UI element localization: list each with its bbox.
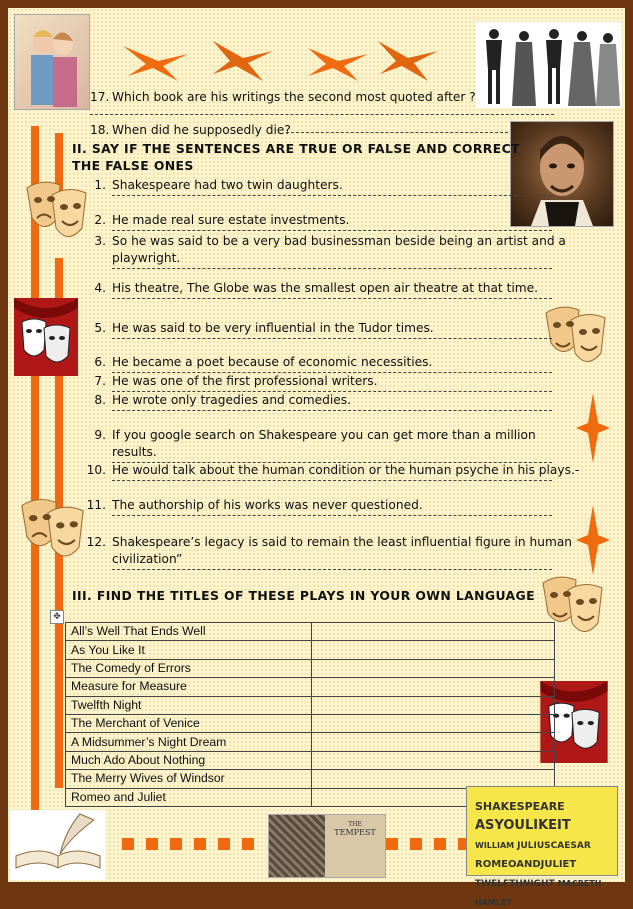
play-title-cell: As You Like It [66,641,312,659]
item-statement-cont: civilization” [112,552,183,566]
play-title-cell: Romeo and Juliet [66,788,312,806]
plays-table [65,622,555,807]
table-row [66,751,555,769]
theatre-masks-icon [22,173,92,248]
question-18-number: 18. [90,123,110,137]
decorative-stars [118,36,448,88]
play-title-cell: Measure for Measure [66,678,312,696]
item-number: 9. [94,428,106,442]
answer-line [112,391,552,392]
wordcloud-word: SHAKESPEARE [475,800,565,813]
star-icon [308,48,368,81]
item-statement: He would talk about the human condition or the human psyche in his plays.- [112,463,580,477]
wordcloud-word: JULIUSCAESAR [517,841,591,851]
item-statement-cont: results. [112,445,157,459]
answer-line [112,569,552,570]
table-row [66,623,555,641]
item-statement: Shakespeare’s legacy is said to remain the least influential figure in human [112,535,573,549]
red-curtain-masks-icon [14,298,78,376]
table-row [66,714,555,732]
tempest-book-image [268,814,386,878]
item-statement: He wrote only tragedies and comedies. [112,393,352,407]
item-number: 4. [94,281,106,295]
theatre-masks-icon [16,490,90,568]
play-title-cell: A Midsummer’s Night Dream [66,733,312,751]
translation-answer-cell[interactable] [312,623,555,641]
quill-book-illustration [10,810,106,880]
item-statement-cont: playwright. [112,251,181,265]
elizabethan-figures-illustration [476,22,622,108]
item-number: 2. [94,213,106,227]
translation-answer-cell[interactable] [312,641,555,659]
answer-line [112,230,552,231]
translation-answer-cell[interactable] [312,659,555,677]
item-statement: His theatre, The Globe was the smallest open air theatre at that time. [112,281,538,295]
translation-answer-cell[interactable] [312,751,555,769]
table-row [66,678,555,696]
romeo-juliet-illustration [14,14,90,110]
translation-answer-cell[interactable] [312,678,555,696]
shakespeare-wordcloud-image [466,786,618,907]
item-statement: If you google search on Shakespeare you can get more than a million [112,428,536,442]
sparkle-star-icon [576,505,610,575]
answer-line [286,132,508,133]
wordcloud-word: HAMLET [475,898,512,907]
item-number: 8. [94,393,106,407]
bottom-dash-bar [386,838,470,850]
wordcloud-word: ASYOULIKEIT [475,818,571,833]
answer-line [112,372,552,373]
play-title-cell: The Comedy of Errors [66,659,312,677]
book-title-line2: TEMPEST [334,828,376,837]
answer-line [112,298,552,299]
question-17-text: Which book are his writings the second most quoted after ? [112,90,476,104]
star-icon [123,46,188,81]
play-title-cell: The Merry Wives of Windsor [66,770,312,788]
question-18-text: When did he supposedly die? [112,123,291,137]
item-number: 1. [94,178,106,192]
book-title-line1: THE [348,821,362,828]
sparkle-star-icon [576,393,610,463]
star-icon [213,41,273,81]
item-statement: He was said to be very influential in the Tudor times. [112,321,434,335]
wordcloud-word: ROMEOANDJULIET [475,859,577,870]
star-icon [378,41,438,81]
answer-line [112,338,552,339]
theatre-masks-icon [541,298,611,373]
table-row [66,659,555,677]
answer-line [112,195,552,196]
item-number: 7. [94,374,106,388]
item-number: 11. [86,498,106,512]
item-number: 6. [94,355,106,369]
section-3-heading: III. FIND THE TITLES OF THESE PLAYS IN YOUR OWN LANGUAGE [72,588,535,603]
worksheet-page [8,8,625,907]
answer-line [112,268,552,269]
answer-line [112,410,552,411]
item-number: 12. [86,535,106,549]
translation-answer-cell[interactable] [312,696,555,714]
item-statement: Shakespeare had two twin daughters. [112,178,343,192]
item-statement: So he was said to be a very bad businessman beside being an artist and a [112,234,566,248]
bottom-dash-bar [122,838,262,850]
answer-line [112,515,552,516]
play-title-cell: All’s Well That Ends Well [66,623,312,641]
table-row [66,696,555,714]
section-2-heading-line1: II. SAY IF THE SENTENCES ARE TRUE OR FALSE AND CORRECT [72,141,520,156]
answer-line [90,114,554,115]
play-title-cell: The Merchant of Venice [66,714,312,732]
translation-answer-cell[interactable] [312,733,555,751]
wordcloud-word: MACBETH [557,879,602,888]
translation-answer-cell[interactable] [312,714,555,732]
question-17-number: 17. [90,90,110,104]
wordcloud-word: WILLIAM [475,841,515,850]
item-statement: He made real sure estate investments. [112,213,350,227]
answer-line [112,480,552,481]
table-row [66,733,555,751]
item-statement: The authorship of his works was never questioned. [112,498,423,512]
item-statement: He was one of the first professional writers. [112,374,378,388]
wordcloud-word: TWELFTHNIGHT [475,879,555,889]
item-number: 10. [86,463,106,477]
item-statement: He became a poet because of economic necessities. [112,355,433,369]
play-title-cell: Twelfth Night [66,696,312,714]
shakespeare-portrait [510,121,614,227]
table-row [66,641,555,659]
play-title-cell: Much Ado About Nothing [66,751,312,769]
item-number: 3. [94,234,106,248]
section-2-heading-line2: THE FALSE ONES [72,158,194,173]
item-number: 5. [94,321,106,335]
table-move-handle-icon[interactable]: ✥ [50,610,64,624]
